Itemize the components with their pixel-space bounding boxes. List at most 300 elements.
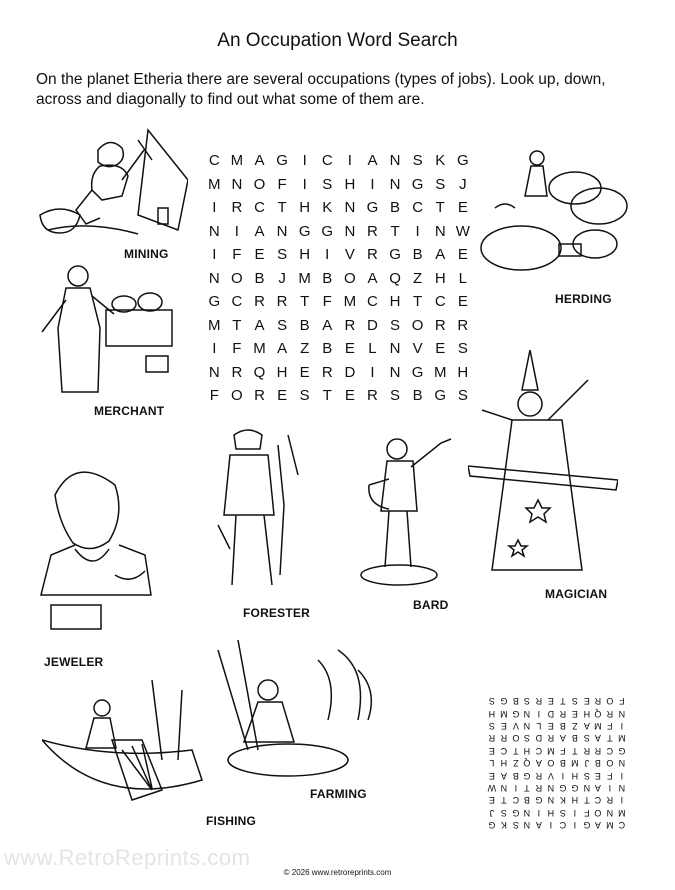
answer-key-letter: G <box>488 820 496 831</box>
answer-key-letter: I <box>537 807 541 818</box>
grid-letter: B <box>412 387 423 405</box>
answer-key-row <box>486 745 628 757</box>
grid-letter: T <box>322 387 332 405</box>
answer-key-letter: F <box>560 745 566 756</box>
answer-key-letter: B <box>595 758 602 769</box>
answer-key-letter: B <box>512 770 519 781</box>
answer-key-grid <box>486 695 628 831</box>
grid-letter: B <box>299 316 310 334</box>
grid-letter: T <box>390 222 400 240</box>
grid-letter: G <box>434 387 447 405</box>
answer-key-letter: H <box>488 708 496 719</box>
answer-key-letter: G <box>535 795 543 806</box>
grid-letter: M <box>343 293 357 311</box>
answer-key-letter: M <box>618 807 626 818</box>
answer-key-letter: C <box>512 795 519 806</box>
grid-letter: M <box>253 340 266 358</box>
answer-key-letter: G <box>500 696 508 707</box>
grid-letter: G <box>276 152 288 170</box>
answer-key-row <box>486 707 628 719</box>
answer-key-letter: T <box>607 733 613 744</box>
grid-letter: R <box>276 293 288 311</box>
answer-key-letter: T <box>501 795 507 806</box>
answer-key-letter: M <box>594 720 603 731</box>
answer-key-letter: A <box>595 733 602 744</box>
answer-key-letter: G <box>618 745 626 756</box>
grid-letter: G <box>298 222 311 240</box>
grid-letter: N <box>344 222 356 240</box>
grid-letter: C <box>254 199 265 217</box>
answer-key-letter: R <box>535 696 543 707</box>
answer-key-letter: C <box>606 745 614 756</box>
grid-letter: O <box>344 269 356 287</box>
answer-key-letter: I <box>608 782 612 793</box>
grid-letter: N <box>231 175 243 193</box>
answer-key-letter: W <box>487 782 497 793</box>
answer-key-letter: O <box>594 807 602 818</box>
answer-key-letter: G <box>559 782 567 793</box>
grid-letter: E <box>254 246 265 264</box>
grid-letter: E <box>457 199 468 217</box>
grid-letter: E <box>435 340 446 358</box>
grid-letter: F <box>209 387 219 405</box>
grid-letter: S <box>277 316 288 334</box>
answer-key-letter: R <box>606 708 614 719</box>
answer-key-letter: I <box>620 795 624 806</box>
answer-key-letter: M <box>500 708 508 719</box>
answer-key-letter: C <box>559 820 567 831</box>
answer-key-letter: E <box>571 708 578 719</box>
answer-key-letter: B <box>524 795 531 806</box>
grid-letter: S <box>390 316 401 334</box>
answer-key-letter: O <box>606 696 614 707</box>
answer-key-letter: R <box>535 770 543 781</box>
grid-letter: S <box>435 175 446 193</box>
answer-key-letter: G <box>571 782 579 793</box>
answer-key-letter: T <box>571 745 578 756</box>
grid-letter: B <box>322 269 333 287</box>
grid-letter: E <box>277 387 288 405</box>
answer-key-letter: M <box>547 745 555 756</box>
grid-letter: I <box>234 222 239 240</box>
answer-key-letter: G <box>583 820 591 831</box>
grid-letter: I <box>347 152 352 170</box>
grid-letter: M <box>433 363 447 381</box>
grid-letter: S <box>390 387 401 405</box>
answer-key-letter: L <box>536 720 542 731</box>
grid-row <box>203 361 474 385</box>
grid-letter: D <box>344 363 356 381</box>
answer-key-letter: Q <box>594 708 602 719</box>
answer-key-letter: S <box>488 720 495 731</box>
answer-key-letter: I <box>561 770 565 781</box>
answer-key-letter: A <box>559 733 566 744</box>
answer-key-letter: E <box>548 696 555 707</box>
grid-letter: L <box>368 340 377 358</box>
answer-key-letter: L <box>489 758 495 769</box>
grid-letter: A <box>254 222 265 240</box>
grid-letter: C <box>434 293 446 311</box>
grid-letter: N <box>389 363 401 381</box>
answer-key-letter: N <box>524 820 531 831</box>
grid-letter: R <box>231 363 243 381</box>
answer-key-letter: I <box>620 720 624 731</box>
answer-key-row <box>486 794 628 806</box>
grid-letter: R <box>367 387 378 405</box>
answer-key-letter: V <box>512 720 519 731</box>
grid-letter: E <box>457 293 468 311</box>
answer-key-letter: S <box>571 696 578 707</box>
grid-letter: A <box>322 316 333 334</box>
answer-key-letter: I <box>514 782 517 793</box>
grid-letter: R <box>254 293 265 311</box>
answer-key-letter: E <box>595 770 602 781</box>
farmer-illustration <box>208 640 388 785</box>
answer-key-letter: N <box>618 708 626 719</box>
answer-key-letter: A <box>536 758 543 769</box>
answer-key-letter: R <box>583 745 590 756</box>
answer-key-row <box>486 720 628 732</box>
answer-key-letter: M <box>606 820 614 831</box>
grid-letter: O <box>253 175 266 193</box>
label-bard: BARD <box>413 598 449 612</box>
answer-key-letter: F <box>607 720 613 731</box>
magician-illustration <box>468 350 618 580</box>
answer-key-letter: N <box>583 782 590 793</box>
grid-letter: E <box>457 246 468 264</box>
grid-letter: C <box>208 152 220 170</box>
answer-key-letter: R <box>606 795 614 806</box>
answer-key-letter: R <box>488 733 496 744</box>
answer-key-letter: T <box>524 782 531 793</box>
answer-key-letter: C <box>595 795 602 806</box>
miner-illustration <box>38 120 188 245</box>
grid-letter: M <box>298 269 311 287</box>
grid-letter: J <box>278 269 286 287</box>
grid-letter: L <box>458 269 467 287</box>
answer-key-letter: A <box>536 820 543 831</box>
grid-letter: F <box>277 175 287 193</box>
answer-key-letter: A <box>595 820 602 831</box>
grid-letter: I <box>370 175 375 193</box>
grid-letter: T <box>413 293 423 311</box>
answer-key-letter: N <box>547 782 555 793</box>
grid-letter: G <box>208 293 221 311</box>
grid-letter: V <box>412 340 423 358</box>
grid-letter: T <box>277 199 287 217</box>
grid-row <box>203 290 474 314</box>
grid-letter: S <box>457 387 468 405</box>
grid-row <box>203 220 474 244</box>
grid-letter: A <box>367 152 378 170</box>
grid-letter: H <box>457 363 469 381</box>
grid-letter: B <box>254 269 265 287</box>
answer-key-letter: Z <box>512 758 519 769</box>
grid-letter: N <box>389 340 401 358</box>
copyright-footer: © 2026 www.retroreprints.com <box>283 868 392 877</box>
answer-key-letter: G <box>512 708 520 719</box>
answer-key-letter: Z <box>571 720 578 731</box>
grid-letter: I <box>212 246 217 264</box>
answer-key-letter: I <box>620 770 624 781</box>
grid-letter: E <box>344 387 355 405</box>
grid-letter: N <box>389 175 401 193</box>
answer-key-letter: M <box>570 758 579 769</box>
grid-letter: H <box>389 293 401 311</box>
grid-letter: G <box>411 363 424 381</box>
word-search-grid <box>203 149 474 408</box>
grid-letter: S <box>277 246 288 264</box>
grid-letter: K <box>322 199 333 217</box>
answer-key-letter: N <box>524 807 531 818</box>
answer-key-letter: R <box>535 782 543 793</box>
grid-letter: F <box>232 340 242 358</box>
grid-letter: A <box>254 152 265 170</box>
grid-row <box>203 149 474 173</box>
grid-letter: K <box>435 152 446 170</box>
grid-letter: H <box>434 269 446 287</box>
answer-key-letter: I <box>549 820 553 831</box>
grid-letter: T <box>435 199 445 217</box>
grid-letter: I <box>370 363 375 381</box>
grid-letter: I <box>325 246 330 264</box>
label-jeweler: JEWELER <box>44 655 104 669</box>
answer-key-letter: S <box>524 696 531 707</box>
answer-key-letter: K <box>500 820 507 831</box>
grid-letter: F <box>232 246 242 264</box>
answer-key-letter: S <box>524 733 531 744</box>
label-merchant: MERCHANT <box>94 404 165 418</box>
answer-key-letter: B <box>559 720 566 731</box>
answer-key-letter: N <box>618 782 626 793</box>
label-herding: HERDING <box>555 292 612 306</box>
answer-key-letter: R <box>595 745 602 756</box>
answer-key-row <box>486 732 628 744</box>
grid-letter: R <box>344 316 356 334</box>
answer-key-letter: O <box>512 733 520 744</box>
answer-key-letter: T <box>560 696 566 707</box>
answer-key-letter: G <box>523 770 531 781</box>
answer-key-letter: B <box>559 758 566 769</box>
answer-key-letter: F <box>619 696 625 707</box>
answer-key-letter: K <box>559 795 566 806</box>
grid-letter: C <box>412 199 424 217</box>
grid-letter: E <box>299 363 310 381</box>
grid-letter: Z <box>300 340 310 358</box>
answer-key-letter: E <box>548 720 555 731</box>
answer-key-letter: C <box>618 820 626 831</box>
grid-letter: M <box>208 175 221 193</box>
answer-key-row <box>486 695 628 707</box>
grid-letter: D <box>367 316 378 334</box>
grid-letter: G <box>366 199 379 217</box>
answer-key-letter: D <box>535 733 543 744</box>
grid-letter: I <box>302 175 307 193</box>
answer-key-letter: O <box>547 758 555 769</box>
answer-key-letter: S <box>559 807 566 818</box>
grid-letter: I <box>302 152 307 170</box>
grid-letter: O <box>411 316 424 334</box>
grid-letter: C <box>231 293 243 311</box>
answer-key-letter: N <box>500 782 507 793</box>
answer-key-letter: E <box>583 696 590 707</box>
answer-key-letter: J <box>489 807 495 818</box>
page-title: An Occupation Word Search <box>217 30 458 51</box>
grid-letter: R <box>254 387 265 405</box>
grid-letter: O <box>231 387 243 405</box>
grid-row <box>203 173 474 197</box>
grid-row <box>203 196 474 220</box>
grid-letter: C <box>321 152 333 170</box>
grid-letter: J <box>459 175 467 193</box>
grid-letter: O <box>231 269 243 287</box>
answer-key-row <box>486 757 628 769</box>
grid-letter: A <box>277 340 288 358</box>
bard-illustration <box>355 435 465 590</box>
grid-letter: T <box>232 316 242 334</box>
herder-illustration <box>475 148 635 288</box>
answer-key-row <box>486 819 628 831</box>
answer-key-letter: Q <box>523 758 531 769</box>
answer-key-letter: N <box>606 807 614 818</box>
grid-letter: W <box>455 222 470 240</box>
grid-letter: M <box>230 152 244 170</box>
grid-letter: Q <box>389 269 401 287</box>
answer-key-letter: E <box>488 745 495 756</box>
answer-key-row <box>486 807 628 819</box>
answer-key-letter: F <box>607 770 613 781</box>
grid-letter: S <box>457 340 468 358</box>
grid-letter: G <box>389 246 401 264</box>
label-fishing: FISHING <box>206 814 257 828</box>
answer-key-letter: I <box>573 820 576 831</box>
answer-key-letter: S <box>500 807 507 818</box>
grid-letter: S <box>322 175 333 193</box>
answer-key-letter: R <box>595 696 602 707</box>
grid-letter: B <box>390 199 401 217</box>
answer-key-letter: N <box>618 758 626 769</box>
grid-letter: Z <box>413 269 423 287</box>
grid-letter: N <box>344 199 356 217</box>
grid-letter: H <box>344 175 356 193</box>
grid-letter: B <box>412 246 423 264</box>
grid-letter: G <box>321 222 334 240</box>
answer-key-letter: E <box>500 720 507 731</box>
answer-key-letter: C <box>535 745 543 756</box>
answer-key-letter: J <box>584 758 589 769</box>
answer-key-letter: A <box>595 782 602 793</box>
answer-key-letter: M <box>618 733 626 744</box>
answer-key-letter: C <box>500 745 507 756</box>
answer-key-letter: O <box>606 758 614 769</box>
grid-letter: R <box>367 246 378 264</box>
grid-letter: I <box>212 340 217 358</box>
grid-letter: F <box>322 293 332 311</box>
grid-letter: A <box>367 269 378 287</box>
grid-letter: G <box>411 175 424 193</box>
grid-letter: R <box>231 199 243 217</box>
grid-letter: R <box>457 316 469 334</box>
answer-key-letter: A <box>583 720 590 731</box>
grid-letter: N <box>389 152 401 170</box>
grid-letter: N <box>434 222 446 240</box>
answer-key-letter: H <box>571 770 578 781</box>
grid-letter: N <box>276 222 288 240</box>
grid-letter: M <box>208 316 221 334</box>
answer-key-letter: N <box>524 708 531 719</box>
answer-key-letter: R <box>547 733 555 744</box>
grid-letter: G <box>456 152 469 170</box>
answer-key-letter: T <box>583 795 590 806</box>
label-magician: MAGICIAN <box>545 587 608 601</box>
grid-row <box>203 314 474 338</box>
answer-key-letter: F <box>583 807 590 818</box>
grid-letter: N <box>208 363 220 381</box>
grid-letter: I <box>212 199 217 217</box>
answer-key-letter: R <box>500 733 507 744</box>
watermark: www.RetroReprints.com <box>4 845 251 870</box>
grid-letter: S <box>412 152 423 170</box>
answer-key-letter: T <box>512 745 519 756</box>
grid-letter: B <box>322 340 333 358</box>
grid-letter: Q <box>253 363 266 381</box>
label-farming: FARMING <box>310 787 367 801</box>
grid-letter: C <box>367 293 378 311</box>
grid-letter: A <box>254 316 265 334</box>
answer-key-letter: D <box>547 708 555 719</box>
answer-key-letter: V <box>548 770 555 781</box>
answer-key-letter: H <box>524 745 531 756</box>
grid-letter: R <box>321 363 333 381</box>
answer-key-letter: R <box>559 708 567 719</box>
label-forester: FORESTER <box>243 606 310 620</box>
answer-key-letter: G <box>512 807 520 818</box>
grid-letter: R <box>434 316 446 334</box>
grid-row <box>203 267 474 291</box>
jeweler-illustration <box>35 455 165 640</box>
forester-illustration <box>208 425 308 600</box>
answer-key-letter: S <box>583 733 590 744</box>
merchant-illustration <box>36 260 186 400</box>
grid-letter: S <box>299 387 310 405</box>
grid-letter: N <box>208 269 220 287</box>
answer-key-letter: N <box>524 720 531 731</box>
grid-row <box>203 243 474 267</box>
answer-key-letter: S <box>583 770 590 781</box>
answer-key-row <box>486 782 628 794</box>
grid-letter: V <box>344 246 355 264</box>
answer-key-letter: I <box>573 807 576 818</box>
fisherman-illustration <box>42 680 212 810</box>
answer-key-letter: H <box>500 758 507 769</box>
grid-letter: H <box>299 246 311 264</box>
answer-key-letter: B <box>571 733 578 744</box>
answer-key-letter: S <box>488 696 495 707</box>
grid-letter: H <box>276 363 288 381</box>
answer-key-letter: E <box>488 770 495 781</box>
answer-key-row <box>486 769 628 781</box>
answer-key-letter: B <box>512 696 519 707</box>
grid-letter: A <box>435 246 446 264</box>
answer-key-letter: H <box>547 807 555 818</box>
grid-row <box>203 384 474 408</box>
grid-letter: T <box>300 293 310 311</box>
grid-letter: E <box>344 340 355 358</box>
answer-key-letter: N <box>547 795 555 806</box>
grid-letter: H <box>299 199 311 217</box>
grid-letter: N <box>208 222 220 240</box>
label-mining: MINING <box>124 247 169 261</box>
